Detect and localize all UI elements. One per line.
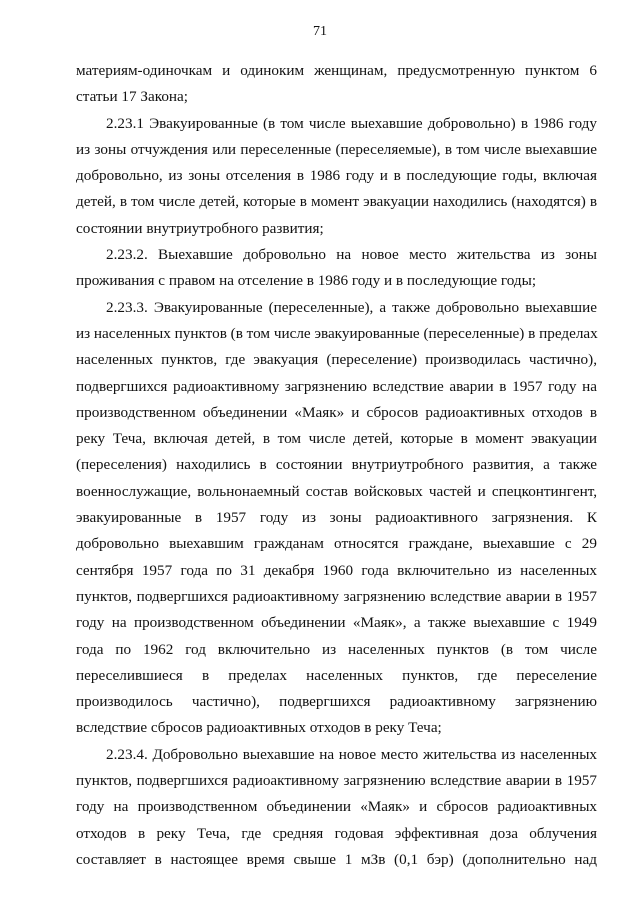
text-line: году на производственном объединении «Маяк», а также выехавшие с 1949 <box>76 614 597 632</box>
paragraph-start-2-23-4: 2.23.4. Добровольно выехавшие на новое место жительства из населенных <box>106 745 597 763</box>
text-line: населенных пунктов, где эвакуация (переселение) производилась частично), <box>76 351 597 369</box>
text-line: году на производственном объединении «Маяк» и сбросов радиоактивных <box>76 798 597 816</box>
text-line: производилось частично), подвергшихся радиоактивному загрязнению <box>76 693 597 711</box>
text-line: состоянии внутриутробного развития; <box>76 219 324 237</box>
text-line: из населенных пунктов (в том числе эвакуированные (переселенные) в пределах <box>76 324 598 342</box>
text-line: вследствие сбросов радиоактивных отходов в реку Теча; <box>76 719 442 737</box>
text-line: пунктов, подвергшихся радиоактивному загрязнению вследствие аварии в 1957 <box>76 772 597 790</box>
page-number: 71 <box>313 24 327 39</box>
text-line: материям-одиночкам и одиноким женщинам, предусмотренную пунктом 6 <box>76 62 597 79</box>
text-line: составляет в настоящее время свыше 1 мЗв (0,1 бэр) (дополнительно над <box>76 850 597 868</box>
text-line: из зоны отчуждения или переселенные (переселяемые), в том числе выехавшие <box>76 140 597 158</box>
text-line: статьи 17 Закона; <box>76 88 189 106</box>
text-line: пунктов, подвергшихся радиоактивному загрязнению вследствие аварии в 1957 <box>76 587 597 605</box>
text-line: отходов в реку Теча, где средняя годовая эффективная доза облучения <box>76 824 597 842</box>
text-line: проживания с правом на отселение в 1986 году и в последующие годы; <box>76 272 537 290</box>
text-line: реку Теча, включая детей, в том числе детей, которые в момент эвакуации <box>76 430 597 448</box>
text-line: добровольно, из зоны отселения в 1986 году и в последующие годы, включая <box>76 167 597 185</box>
text-line: военнослужащие, вольнонаемный состав войсковых частей и спецконтингент, <box>76 482 597 500</box>
paragraph-start-2-23-3: 2.23.3. Эвакуированные (переселенные), а также добровольно выехавшие <box>106 298 597 316</box>
text-line: года по 1962 год включительно из населенных пунктов (в том числе <box>76 640 597 658</box>
text-line: переселившиеся в пределах населенных пунктов, где переселение <box>76 666 597 684</box>
text-line: эвакуированные в 1957 году из зоны радиоактивного загрязнения. К <box>76 509 597 527</box>
text-line: (переселения) находились в состоянии внутриутробного развития, а также <box>76 456 597 474</box>
text-line: детей, в том числе детей, которые в момент эвакуации находились (находятся) в <box>76 193 597 211</box>
text-line: добровольно выехавшим гражданам относятся граждане, выехавшие с 29 <box>76 535 597 553</box>
text-line: сентября 1957 года по 31 декабря 1960 года включительно из населенных <box>76 561 597 579</box>
paragraph-start-2-23-2: 2.23.2. Выехавшие добровольно на новое место жительства из зоны <box>106 246 597 264</box>
paragraph-start-2-23-1: 2.23.1 Эвакуированные (в том числе выехавшие добровольно) в 1986 году <box>106 114 597 132</box>
document-body <box>76 58 597 873</box>
text-line: производственном объединении «Маяк» и сбросов радиоактивных отходов в <box>76 403 597 421</box>
text-line: подвергшихся радиоактивному загрязнению вследствие аварии в 1957 году на <box>76 377 597 395</box>
